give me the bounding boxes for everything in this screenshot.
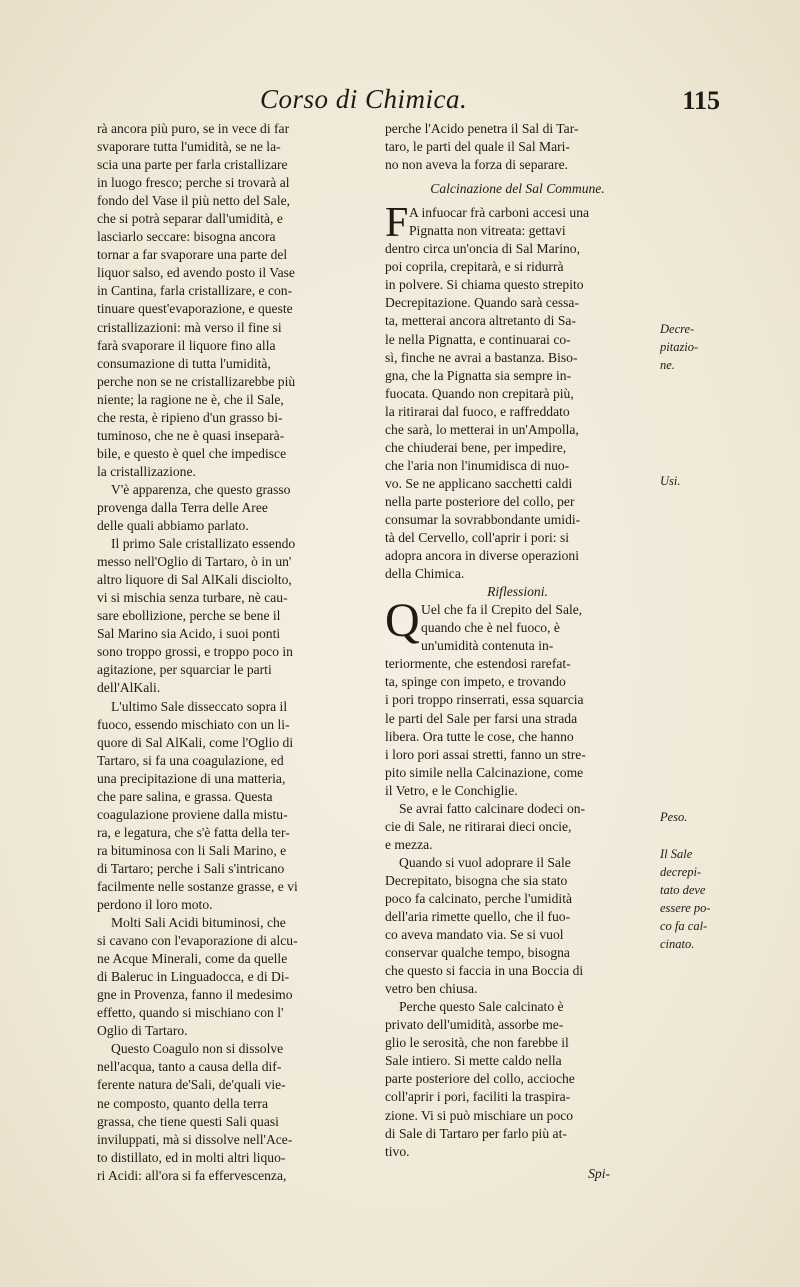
text-line: si cavano con l'evaporazione di alcu- [97,933,298,949]
text-line: sì, finche ne avrai a bastanza. Biso- [385,349,578,365]
text-line: adopra ancora in diverse operazioni [385,548,579,564]
text-line: le nella Pignatta, e continuarai co- [385,331,571,347]
text-line: altro liquore di Sal AlKali disciolto, [97,572,292,588]
text-line: to distillato, ed in molti altri liquo- [97,1149,286,1165]
text-line: che resta, è ripieno d'un grasso bi- [97,409,283,425]
text-line: della Chimica. [385,566,465,582]
margin-note-line: Decre- [660,322,695,336]
text-line: coagulazione proviene dalla mistu- [97,806,288,822]
text-line: una precipitazione di una matteria, [97,770,286,786]
text-line: fuocata. Quando non crepitarà più, [385,385,574,401]
text-line: nell'acqua, tanto a causa della dif- [97,1059,282,1075]
text-line: dell'aria rimette quello, che il fuo- [385,909,571,925]
text-line: co aveva mandato via. Se si vuol [385,927,564,943]
text-line: coll'aprir i pori, faciliti la traspira- [385,1089,571,1105]
text-line: effetto, quando si mischiano con l' [97,1005,284,1021]
text-line: gna, che la Pignatta sia sempre in- [385,367,572,383]
right-column [385,120,650,1183]
text-line: gne in Provenza, fanno il medesimo [97,987,293,1003]
text-line: Sale intiero. Si mette caldo nella [385,1053,562,1069]
text-line: Quando si vuol adoprare il Sale [399,854,571,870]
text-line: consumar la sovrabbondante umidi- [385,511,581,527]
text-line: ra bituminosa con li Sali Marino, e [97,842,287,858]
margin-note-peso [660,808,687,826]
text-line: nella parte posteriore del collo, per [385,493,575,509]
catchword: Spi- [588,1165,610,1181]
margin-note-line: decrepi- [660,865,702,880]
text-line: privato dell'umidità, assorbe me- [385,1017,564,1033]
text-line: tuminoso, che ne è quasi inseparà- [97,427,285,443]
text-line: tornar a far svaporare una parte del [97,247,288,263]
text-line: che questo si faccia in una Boccia di [385,963,584,979]
text-line: Uel che fa il Crepito del Sale, [421,602,583,618]
text-line: ne composto, quanto della terra [97,1095,268,1111]
text-line: svaporare tutta l'umidità, se ne la- [97,139,281,155]
text-line: lasciarlo seccare: bisogna ancora [97,229,276,245]
text-line: no non aveva la forza di separare. [385,157,569,173]
page-number: 115 [682,86,720,115]
text-line: poi coprila, crepitarà, e si ridurrà [385,259,564,275]
text-line: inviluppati, mà si dissolve nell'Ace- [97,1131,293,1147]
text-line: cie di Sale, ne ritirarai dieci oncie, [385,818,572,834]
text-line: sare ebollizione, perche se bene il [97,608,281,624]
text-line: A infuocar frà carboni accesi una [409,205,590,221]
text-line: in luogo fresco; perche si trovarà al [97,175,290,191]
margin-note-sale-decrepitato [660,845,711,953]
text-line: che sarà, lo metterai in un'Ampolla, [385,421,579,437]
text-line: ta, spinge con impeto, e trovando [385,674,566,690]
text-line: fuoco, essendo mischiato con un li- [97,716,290,732]
text-line: perche non se ne cristallizarebbe più [97,373,296,389]
text-line: Decrepitato, bisogna che sia stato [385,872,568,888]
margin-note-line: co fa cal- [660,919,708,934]
section-lines [385,240,650,583]
text-line: che l'aria non l'inumidisca di nuo- [385,457,570,473]
text-line: in polvere. Si chiama questo strepito [385,277,584,293]
text-line: in Cantina, farla cristallizare, e con- [97,283,293,299]
text-line: conservar qualche tempo, bisogna [385,945,570,961]
text-line: vi si mischia senza turbare, nè cau- [97,590,288,606]
text-line: libera. Ora tutte le cose, che hanno [385,728,574,744]
text-line: ne Acque Minerali, come da quelle [97,951,288,967]
text-line: L'ultimo Sale disseccato sopra il [111,698,288,714]
text-line: niente; la ragione ne è, che il Sale, [97,391,284,407]
text-line: Questo Coagulo non si dissolve [111,1041,284,1057]
text-line: Sal Marino sia Acido, i suoi ponti [97,626,281,642]
text-line: Decrepitazione. Quando sarà cessa- [385,295,579,311]
reflections-title: Riflessioni. [487,584,548,600]
text-line: Il primo Sale cristallizato essendo [111,536,296,552]
text-line: teriormente, che estendosi rarefat- [385,656,571,672]
text-line: zione. Vi si può mischiare un poco [385,1107,574,1123]
text-line: provenga dalla Terra delle Aree [97,499,268,515]
left-column [97,120,362,1185]
text-line: i pori troppo rinserrati, essa squarcia [385,692,584,708]
text-line: ra, e legatura, che s'è fatta della ter- [97,824,290,840]
section-title: Calcinazione del Sal Commune. [430,181,605,197]
text-line: ta, metterai ancora altretanto di Sa- [385,313,576,329]
margin-note-decrepitazione [660,320,698,374]
text-line: perdono il loro moto. [97,897,213,913]
margin-note-line: cinato. [660,937,695,952]
reflections-lines [385,655,650,1160]
text-line: scia una parte per farla cristallizare [97,157,288,173]
text-line: vetro ben chiusa. [385,981,478,997]
margin-note-line: Peso. [660,810,688,824]
text-line: di Baleruc in Linguadocca, e di Di- [97,969,290,985]
text-line: grassa, che tiene questi Sali quasi [97,1113,279,1129]
text-line: di Tartaro; perche i Sali s'intricano [97,860,285,876]
text-line: e mezza. [385,836,433,852]
text-line: delle quali abbiamo parlato. [97,518,249,534]
text-line: la cristallizazione. [97,463,196,479]
text-line: tivo. [385,1143,410,1159]
text-line: quore di Sal AlKali, come l'Oglio di [97,734,294,750]
text-line: i loro pori assai stretti, fanno un stre- [385,746,586,762]
text-line: taro, le parti del quale il Sal Mari- [385,139,570,155]
text-line: tà del Cervello, coll'aprir i pori: si [385,530,570,546]
drop-cap-q: Q [385,594,420,648]
text-line: che si potrà separar dall'umidità, e [97,211,283,227]
drop-cap-f: F [385,200,409,247]
text-line: di Sale di Tartaro per farlo più at- [385,1125,567,1141]
text-line: Perche questo Sale calcinato è [399,999,564,1015]
text-line: V'è apparenza, che questo grasso [111,481,291,497]
margin-note-line: Il Sale [660,847,693,861]
text-line: cristallizazioni: mà verso il fine si [97,319,282,335]
text-line: tinuare quest'evaporazione, e queste [97,301,293,317]
text-line: Pignatta non vitreata: gettavi [409,223,566,239]
running-title: Corso di Chimica. [260,84,468,114]
margin-note-usi [660,472,681,490]
intro-text [385,120,650,174]
text-line: consumazione di tutta l'umidità, [97,355,271,371]
text-line: quando che è nel fuoco, è [421,620,560,636]
reflections-body [385,594,650,1160]
text-line: un'umidità contenuta in- [421,638,554,654]
text-line: poco fa calcinato, perche l'umidità [385,890,573,906]
text-line: facilmente nelle sostanze grasse, e vi [97,878,298,894]
text-line: pito simile nella Calcinazione, come [385,764,584,780]
margin-note-line: essere po- [660,901,711,916]
text-line: ferente natura de'Sali, de'quali vie- [97,1077,286,1093]
text-line: Oglio di Tartaro. [97,1023,188,1039]
text-line: che pare salina, e grassa. Questa [97,788,273,804]
text-line: agitazione, per squarciar le parti [97,662,272,678]
text-line: Molti Sali Acidi bituminosi, che [111,915,286,931]
text-line: dentro circa un'oncia di Sal Marino, [385,241,580,257]
text-line: ri Acidi: all'ora si fa effervescenza, [97,1167,287,1183]
text-line: che chiuderai bene, per impedire, [385,439,567,455]
text-line: vo. Se ne applicano sacchetti caldi [385,475,573,491]
margin-note-line: ne. [660,358,675,373]
reflections-first-lines [385,594,650,655]
page-header [250,84,720,124]
text-line: Tartaro, si fa una coagulazione, ed [97,752,284,768]
text-line: parte posteriore del collo, accioche [385,1071,575,1087]
text-line: fondo del Vase il più netto del Sale, [97,193,291,209]
text-line: il Vetro, e le Conchiglie. [385,782,518,798]
text-line: sono troppo grossi, e troppo poco in [97,644,293,660]
text-line: liquor salso, ed avendo posto il Vase [97,265,295,281]
section-first-lines [385,200,650,247]
text-line: Se avrai fatto calcinare dodeci on- [399,800,586,816]
text-line: messo nell'Oglio di Tartaro, ò in un' [97,554,292,570]
margin-note-line: tato deve [660,883,706,898]
text-line: perche l'Acido penetra il Sal di Tar- [385,121,579,136]
text-line: glio le serosità, che non farebbe il [385,1035,569,1051]
section-body [385,200,650,583]
text-line: dell'AlKali. [97,680,161,696]
text-line: le parti del Sale per farsi una strada [385,710,578,726]
text-line: bile, e questo è quel che impedisce [97,445,287,461]
text-line: rà ancora più puro, se in vece di far [97,121,290,136]
margin-note-line: Usi. [660,474,681,488]
text-line: farà svaporare il liquore fino alla [97,337,276,353]
margin-note-line: pitazio- [660,340,699,355]
text-line: la ritirarai dal fuoco, e raffreddato [385,403,570,419]
